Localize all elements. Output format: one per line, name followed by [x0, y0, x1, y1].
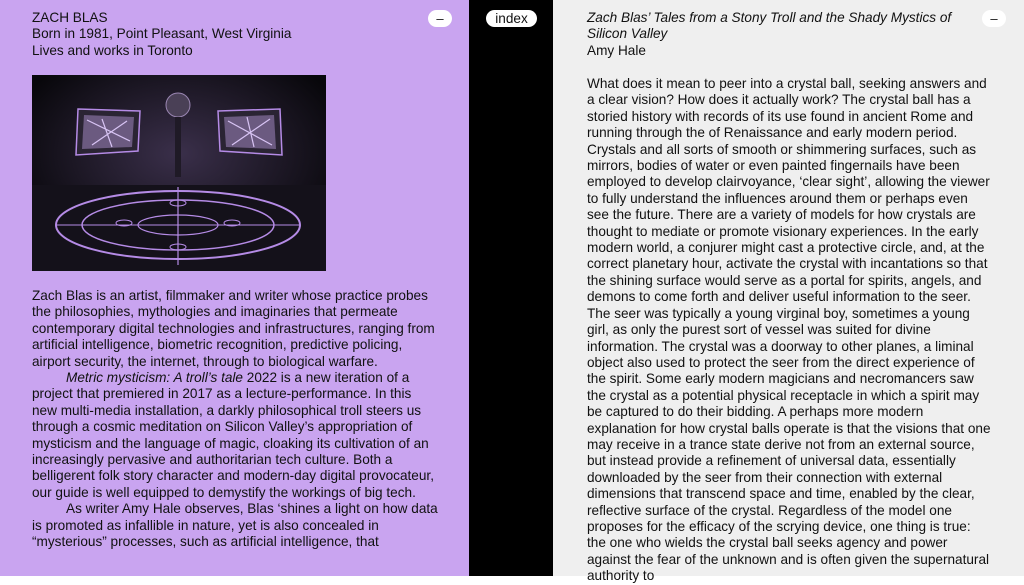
article-body	[587, 76, 992, 585]
bio-paragraph: As writer Amy Hale observes, Blas ‘shines a light on how data is promoted as infallible in nature, yet is also concealed in “mysterious” processes, such as artificial intelligence, that	[32, 501, 438, 550]
installation-photo	[32, 75, 326, 271]
artist-lives: Lives and works in Toronto	[32, 42, 193, 58]
installation-photo-icon	[32, 75, 326, 271]
index-button[interactable]: index	[486, 10, 537, 27]
article-paragraph: What does it mean to peer into a crystal ball, seeking answers and a clear vision? How does it actually work? The crystal ball has a storied history with records of its use found in ancient Rome and running through the of Renaissance and early modern period. Crystals and all sorts of smooth or shimmering surfaces, such as mirrors, bodies of water or even painted fingernails have been employed to develop clairvoyance, ‘clear sight’, allowing the viewer to fully understand the influences around them or perhaps even see the future. There are a variety of models for how crystals are thought to mediate or promote visionary experiences. In the early modern world, a conjurer might cast a protective circle, and, at the correct planetary hour, activate the crystal with incantations so that the shining surface would serve as a portal for spirits, angels, and demons to come forth and deliver useful information to the seer. The seer was typically a young virginal boy, sometimes a young girl, as only the purest sort of vessel was suited for divine information. The crystal was a doorway to other planes, a liminal object also used to protect the seer from the direct experience of the spirit. Some early modern magicians and necromancers saw the crystal as a potential physical receptacle in which a spirit may be captured to do their bidding. A perhaps more modern explanation for how crystal balls operate is that the visions that one may receive in a trance state derive not from an external source, but instead provide a refinement of universal data, essentially downloaded by the seer from their connection with external dimensions that transcend space and time, enabled by the clear, reflective surface of the crystal. Regardless of the model one proposes for the efficacy of the scrying device, one thing is true: the one who wields the crystal ball seeks agency and power against the fear of the unknown and is often given the supernatural authority to	[587, 76, 991, 584]
artist-header	[32, 10, 291, 59]
bio-paragraph	[32, 370, 438, 501]
index-divider	[469, 0, 553, 576]
collapse-article-button[interactable]: –	[982, 10, 1006, 27]
artist-bio	[32, 288, 438, 551]
collapse-artist-button[interactable]: –	[428, 10, 452, 27]
artist-born: Born in 1981, Point Pleasant, West Virginia	[32, 26, 292, 42]
artist-name: ZACH BLAS	[32, 10, 108, 25]
article-title: Zach Blas’ Tales from a Stony Troll and the Shady Mystics of Silicon Valley	[587, 10, 952, 42]
work-title: Metric mysticism: A troll’s tale	[66, 370, 243, 386]
article-author: Amy Hale	[587, 43, 646, 58]
bio-paragraph-rest: 2022 is a new iteration of a project that premiered in 2017 as a lecture-performance. In this new multi-media installation, a darkly philosophical troll steers us through a cosmic meditation on Silicon Valley’s appropriation of mysticism and the language of magic, cloaking its cultivation of an increasingly pervasive and authoritarian tech culture. Both a belligerent folk story character and modern-day digital provocateur, our guide is well equipped to demystify the workings of big tech.	[32, 370, 434, 500]
bio-paragraph: Zach Blas is an artist, filmmaker and writer whose practice probes the philosophies, mythologies and imaginaries that permeate contemporary digital technologies and infrastructures, ranging from artificial intelligence, biometric recognition, predictive policing, airport security, the internet, through to biological warfare.	[32, 288, 435, 369]
